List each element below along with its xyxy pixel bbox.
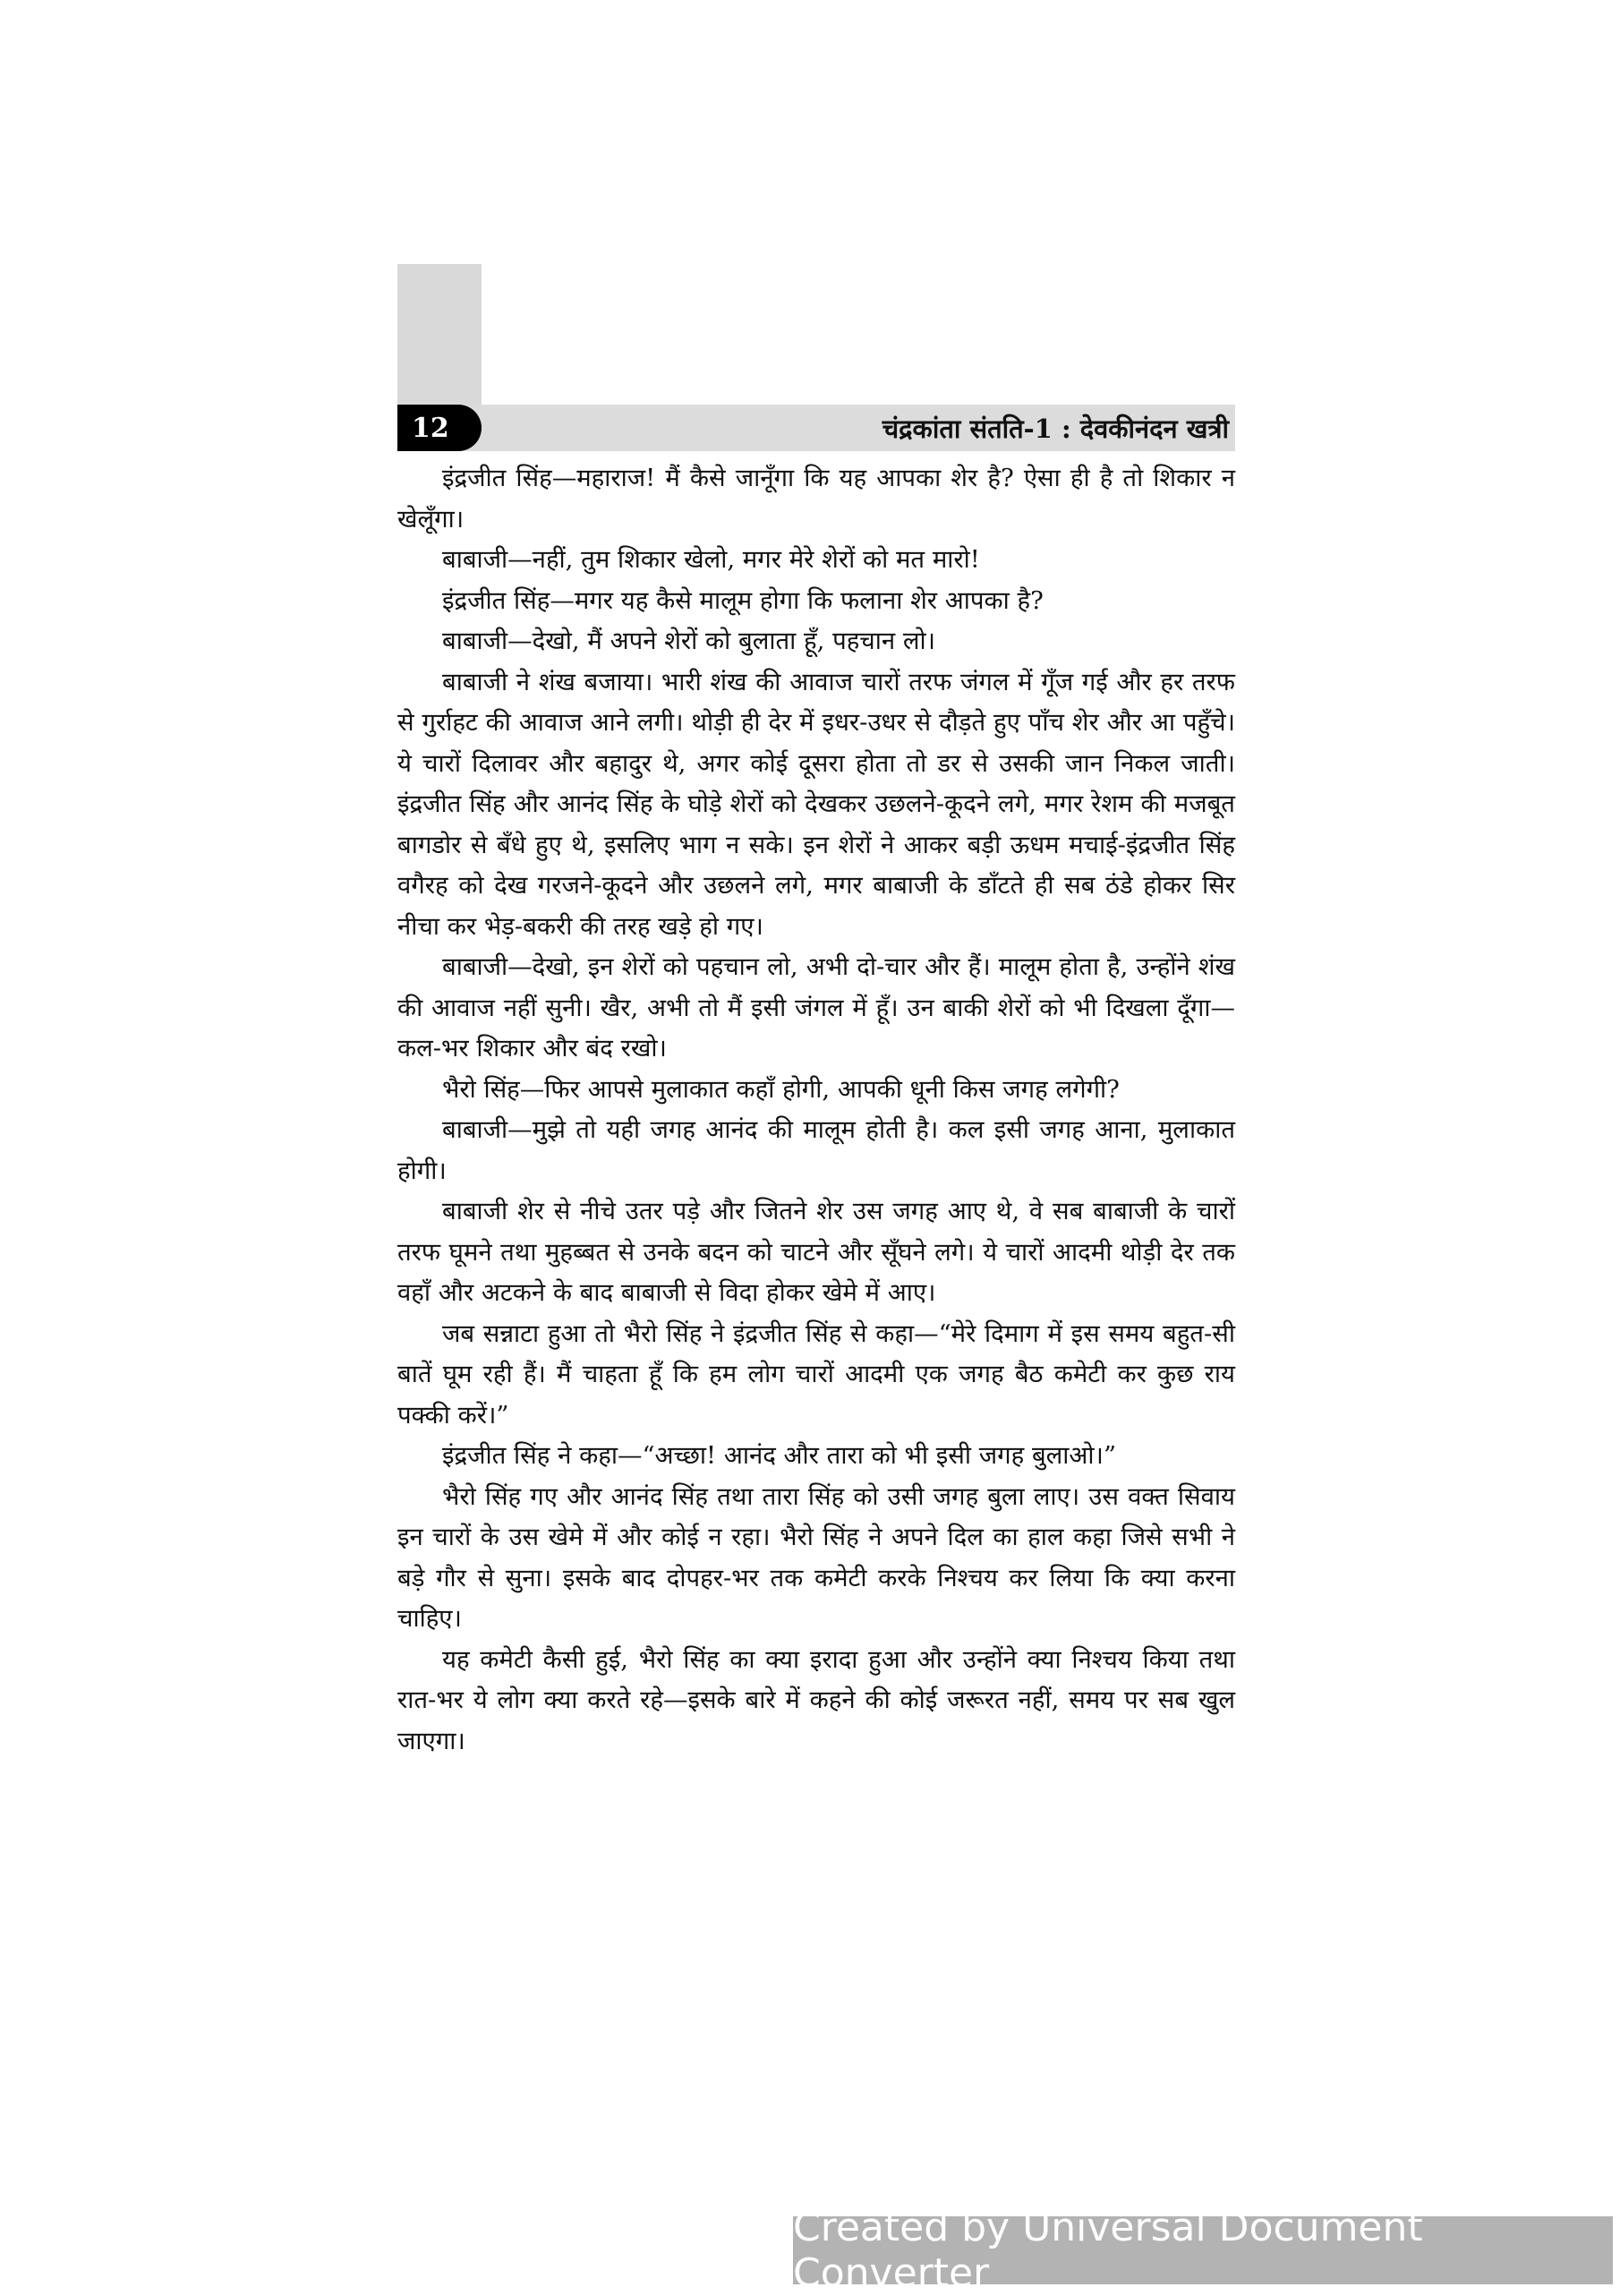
body-text bbox=[397, 458, 1235, 1762]
paragraph: इंद्रजीत सिंह ने कहा—“अच्छा! आनंद और तारा को भी इसी जगह बुलाओ।” bbox=[442, 1441, 1117, 1470]
paragraph: यह कमेटी कैसी हुई, भैरो सिंह का क्या इरादा हुआ और उन्होंने क्या निश्चय किया तथा रात-भर ये लोग क्या करते रहे—इसके बारे में कहने की कोई जरूरत नहीं, समय पर सब खुल जाएगा। bbox=[397, 1644, 1235, 1755]
page-number: 12 bbox=[397, 405, 482, 451]
paragraph: बाबाजी—देखो, इन शेरों को पहचान लो, अभी दो-चार और हैं। मालूम होता है, उन्होंने शंख की आवाज नहीं सुनी। खैर, अभी तो मैं इसी जंगल में हूँ। उन बाकी शेरों को भी दिखला दूँगा—कल-भर शिकार और बंद रखो। bbox=[397, 952, 1235, 1063]
paragraph: बाबाजी ने शंख बजाया। भारी शंख की आवाज चारों तरफ जंगल में गूँज गई और हर तरफ से गुर्राहट की आवाज आने लगी। थोड़ी ही देर में इधर-उधर से दौड़ते हुए पाँच शेर और आ पहुँचे। ये चारों दिलावर और बहादुर थे, अगर कोई दूसरा होता तो डर से उसकी जान निकल जाती। इंद्रजीत सिंह और आनंद सिंह के घोड़े शेरों को देखकर उछलने-कूदने लगे, मगर रेशम की मजबूत बागडोर से बँधे हुए थे, इसलिए भाग न सके। इन शेरों ने आकर बड़ी ऊधम मचाई-इंद्रजीत सिंह वगैरह को देख गरजने-कूदने और उछलने लगे, मगर बाबाजी के डाँटते ही सब ठंडे होकर सिर नीचा कर भेड़-बकरी की तरह खड़े हो गए। bbox=[397, 667, 1235, 941]
paragraph: बाबाजी—देखो, मैं अपने शेरों को बुलाता हूँ, पहचान लो। bbox=[442, 627, 936, 655]
paragraph: बाबाजी—मुझे तो यही जगह आनंद की मालूम होती है। कल इसी जगह आना, मुलाकात होगी। bbox=[397, 1115, 1235, 1185]
converter-watermark: Created by Universal Document Converter bbox=[793, 2216, 1613, 2284]
paragraph: जब सन्नाटा हुआ तो भैरो सिंह ने इंद्रजीत सिंह से कहा—“मेरे दिमाग में इस समय बहुत-सी बातें घूम रही हैं। मैं चाहता हूँ कि हम लोग चारों आदमी एक जगह बैठ कमेटी कर कुछ राय पक्की करें।” bbox=[397, 1319, 1235, 1430]
paragraph: इंद्रजीत सिंह—मगर यह कैसे मालूम होगा कि फलाना शेर आपका है? bbox=[442, 585, 1044, 615]
paragraph: भैरो सिंह—फिर आपसे मुलाकात कहाँ होगी, आपकी धूनी किस जगह लगेगी? bbox=[442, 1074, 1120, 1104]
paragraph: बाबाजी शेर से नीचे उतर पड़े और जितने शेर उस जगह आए थे, वे सब बाबाजी के चारों तरफ घूमने तथा मुहब्बत से उनके बदन को चाटने और सूँघने लगे। ये चारों आदमी थोड़ी देर तक वहाँ और अटकने के बाद बाबाजी से विदा होकर खेमे में आए। bbox=[397, 1197, 1235, 1307]
running-header-title: चंद्रकांता संतति-1 : देवकीनंदन खत्री bbox=[882, 413, 1229, 444]
paragraph: बाबाजी—नहीं, तुम शिकार खेलो, मगर मेरे शेरों को मत मारो! bbox=[442, 545, 980, 574]
paragraph: इंद्रजीत सिंह—महाराज! मैं कैसे जानूँगा कि यह आपका शेर है? ऐसा ही है तो शिकार न खेलूँगा। bbox=[397, 464, 1235, 533]
paragraph: भैरो सिंह गए और आनंद सिंह तथा तारा सिंह को उसी जगह बुला लाए। उस वक्त सिवाय इन चारों के उस खेमे में और कोई न रहा। भैरो सिंह ने अपने दिल का हाल कहा जिसे सभी ने बड़े गौर से सुना। इसके बाद दोपहर-भर तक कमेटी करके निश्चय कर लिया कि क्या करना चाहिए। bbox=[397, 1481, 1235, 1633]
